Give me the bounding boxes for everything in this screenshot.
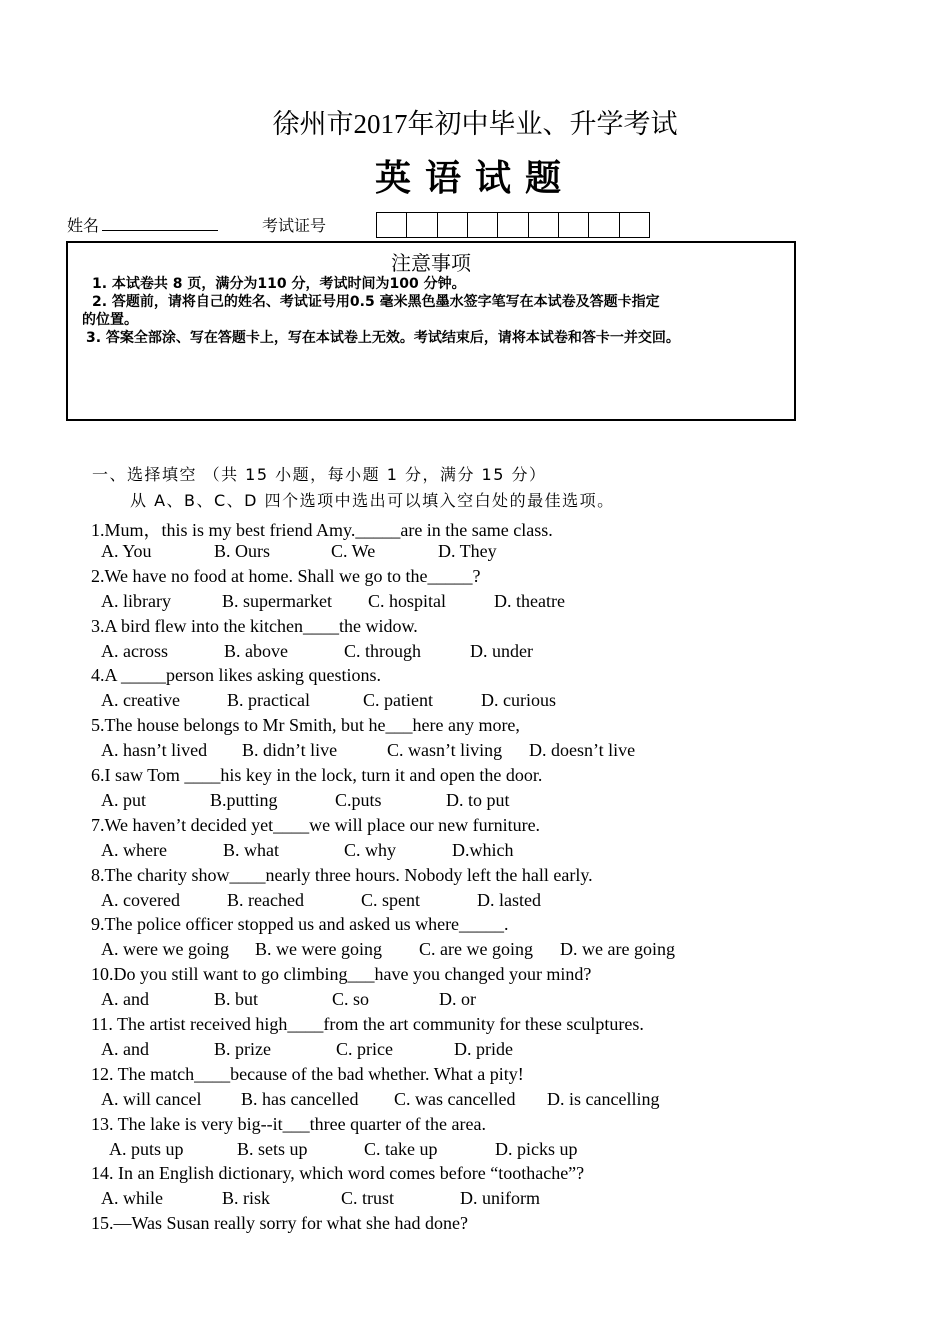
option-b[interactable]: B. didn’t live <box>242 740 338 761</box>
option-b[interactable]: B. but <box>214 989 259 1010</box>
option-b[interactable]: B.putting <box>210 790 278 810</box>
option-c[interactable]: C. through <box>344 640 422 661</box>
exam-id-boxes[interactable] <box>376 212 650 238</box>
question-stem: 15.—Was Susan really sorry for what she had done? <box>91 1213 468 1234</box>
option-a[interactable]: A. where <box>101 839 167 860</box>
question-stem: 8.The charity show____nearly three hours. Nobody left the hall early. <box>91 864 593 885</box>
option-a[interactable]: A. hasn’t lived <box>101 740 208 761</box>
option-d[interactable]: D. picks up <box>495 1138 578 1159</box>
option-d[interactable]: D. or <box>439 989 476 1010</box>
question-options <box>101 989 901 1013</box>
question-options <box>101 690 901 714</box>
notice-box <box>66 241 796 421</box>
option-d[interactable]: D. to put <box>446 790 510 810</box>
option-a[interactable]: A. put <box>101 790 146 810</box>
exam-title: 徐州市2017年初中毕业、升学考试 <box>272 109 678 139</box>
question-options <box>101 740 901 764</box>
notice-item-1: 1. 本试卷共 8 页，满分为110 分，考试时间为100 分钟。 <box>92 276 466 292</box>
question-options <box>101 1188 901 1212</box>
notice-item-3: 3. 答案全部涂、写在答题卡上，写在本试卷上无效。考试结束后，请将本试卷和答卡一并交回。 <box>86 330 680 346</box>
exam-id-box[interactable] <box>529 213 559 237</box>
option-a[interactable]: A. and <box>101 989 149 1010</box>
option-d[interactable]: D. pride <box>454 1039 513 1059</box>
question-options <box>101 890 901 914</box>
option-c[interactable]: C. so <box>332 989 370 1010</box>
question-stem: 12. The match____because of the bad whether. What a pity! <box>91 1063 524 1084</box>
option-c[interactable]: C. trust <box>341 1188 395 1209</box>
option-b[interactable]: B. supermarket <box>222 590 332 611</box>
exam-id-box[interactable] <box>377 213 407 237</box>
option-b[interactable]: B. practical <box>227 690 310 711</box>
exam-id-box[interactable] <box>620 213 649 237</box>
option-a[interactable]: A. creative <box>101 690 180 711</box>
question-stem: 10.Do you still want to go climbing___have you changed your mind? <box>91 964 592 985</box>
option-a[interactable]: A. covered <box>101 889 180 910</box>
option-d[interactable]: D. under <box>470 640 533 661</box>
option-c[interactable]: C. was cancelled <box>394 1088 516 1109</box>
option-d[interactable]: D. theatre <box>494 590 565 611</box>
exam-id-box[interactable] <box>438 213 468 237</box>
option-d[interactable]: D. we are going <box>560 939 675 960</box>
question-stem: 6.I saw Tom ____his key in the lock, turn it and open the door. <box>91 765 543 785</box>
notice-item-2: 2. 答题前，请将自己的姓名、考试证号用0.5 毫米黑色墨水签字笔写在本试卷及答题卡指定 <box>92 294 660 310</box>
option-d[interactable]: D. lasted <box>477 889 541 910</box>
option-b[interactable]: B. reached <box>227 889 304 910</box>
question-stem: 2.We have no food at home. Shall we go to the_____? <box>91 565 481 586</box>
question-options <box>101 541 901 565</box>
question-stem: 13. The lake is very big--it___three quarter of the area. <box>91 1113 487 1134</box>
exam-id-box[interactable] <box>498 213 528 237</box>
option-d[interactable]: D. curious <box>481 690 556 711</box>
question-stem: 4.A _____person likes asking questions. <box>91 665 381 686</box>
question-options <box>101 939 901 963</box>
option-d[interactable]: D. doesn’t live <box>529 740 636 761</box>
option-a[interactable]: A. were we going <box>101 939 229 960</box>
option-c[interactable]: C. are we going <box>419 939 533 960</box>
option-c[interactable]: C. take up <box>364 1138 438 1159</box>
question-stem: 1.Mum，this is my best friend Amy._____are in the same class. <box>91 520 553 540</box>
option-a[interactable]: A. will cancel <box>101 1088 202 1109</box>
question-options <box>101 1089 901 1113</box>
question-options <box>101 641 901 665</box>
section-heading: 一、选择填空 （共 15 小题，每小题 1 分，满分 15 分） <box>92 465 547 484</box>
option-c[interactable]: C. We <box>331 541 376 561</box>
option-a[interactable]: A. while <box>101 1188 163 1209</box>
exam-id-box[interactable] <box>559 213 589 237</box>
option-b[interactable]: B. above <box>224 640 288 661</box>
question-options <box>101 840 901 864</box>
exam-id-box[interactable] <box>468 213 498 237</box>
question-stem: 14. In an English dictionary, which word comes before “toothache”? <box>91 1163 585 1184</box>
question-stem: 11. The artist received high____from the art community for these sculptures. <box>91 1014 644 1034</box>
option-d[interactable]: D. uniform <box>460 1188 540 1209</box>
section-instruction: 从 A、B、C、D 四个选项中选出可以填入空白处的最佳选项。 <box>130 491 615 510</box>
option-b[interactable]: B. Ours <box>214 541 271 561</box>
option-a[interactable]: A. You <box>101 541 152 561</box>
name-label: 姓名 <box>67 216 100 235</box>
option-a[interactable]: A. and <box>101 1039 149 1059</box>
option-b[interactable]: B. has cancelled <box>241 1088 359 1109</box>
option-c[interactable]: C. patient <box>363 690 433 711</box>
option-c[interactable]: C.puts <box>335 790 382 810</box>
question-stem: 5.The house belongs to Mr Smith, but he___here any more, <box>91 715 520 736</box>
option-b[interactable]: B. what <box>223 839 279 860</box>
option-c[interactable]: C. wasn’t living <box>387 740 503 761</box>
option-b[interactable]: B. risk <box>222 1188 271 1209</box>
exam-id-label: 考试证号 <box>262 216 327 235</box>
notice-item-2-cont: 的位置。 <box>82 312 138 328</box>
exam-id-box[interactable] <box>407 213 437 237</box>
notice-title: 注意事项 <box>391 251 471 275</box>
option-b[interactable]: B. prize <box>214 1039 271 1059</box>
question-options <box>101 1139 901 1163</box>
exam-id-box[interactable] <box>589 213 619 237</box>
question-options <box>101 1039 901 1063</box>
option-c[interactable]: C. hospital <box>368 590 447 611</box>
option-b[interactable]: B. we were going <box>255 939 382 960</box>
option-c[interactable]: C. price <box>336 1039 393 1059</box>
option-b[interactable]: B. sets up <box>237 1138 308 1159</box>
option-d[interactable]: D.which <box>452 839 514 860</box>
option-a[interactable]: A. puts up <box>109 1138 184 1159</box>
question-stem: 9.The police officer stopped us and asked us where_____. <box>91 914 509 935</box>
question-stem: 7.We haven’t decided yet____we will place our new furniture. <box>91 814 541 835</box>
option-a[interactable]: A. across <box>101 640 168 661</box>
option-d[interactable]: D. They <box>438 541 497 561</box>
option-d[interactable]: D. is cancelling <box>547 1088 660 1109</box>
name-blank[interactable] <box>102 230 218 231</box>
question-stem: 3.A bird flew into the kitchen____the widow. <box>91 615 418 636</box>
question-options <box>101 790 901 814</box>
question-options <box>101 591 901 615</box>
exam-subtitle: 英语试题 <box>374 158 575 198</box>
option-c[interactable]: C. spent <box>361 889 421 910</box>
option-a[interactable]: A. library <box>101 590 171 611</box>
option-c[interactable]: C. why <box>344 839 397 860</box>
